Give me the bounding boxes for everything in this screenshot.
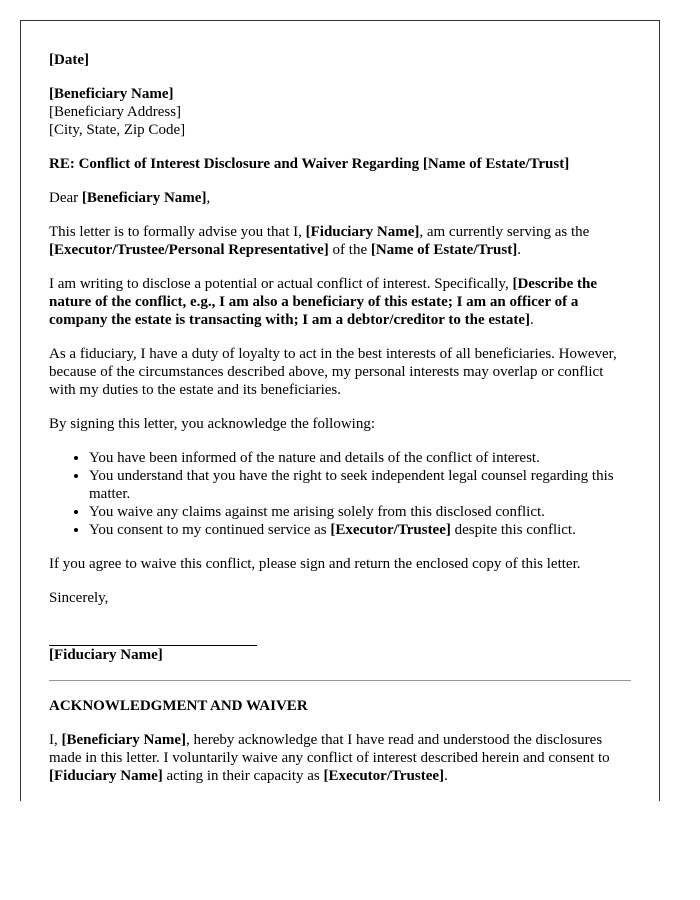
paragraph-acknowledge-intro: By signing this letter, you acknowledge the following:	[49, 416, 376, 432]
signature-line	[49, 623, 257, 646]
paragraph-duty: As a fiduciary, I have a duty of loyalty to act in the best interests of all beneficiaries. However, because of the circumstances described above, my personal interests may overlap or conflict with my duties to the estate and its beneficiaries.	[49, 346, 617, 398]
recipient-city: [City, State, Zip Code]	[49, 122, 186, 138]
section-divider	[49, 680, 631, 681]
acknowledgment-paragraph: I, [Beneficiary Name], hereby acknowledge that I have read and understood the disclosures made in this letter. I voluntarily waive any conflict of interest described herein and consent to [Fiduciary Name] acting in their capacity as [Executor/Trustee].	[49, 732, 610, 784]
recipient-address: [Beneficiary Address]	[49, 104, 182, 120]
letter-document	[20, 20, 660, 801]
list-item: • You consent to my continued service as [Executor/Trustee] despite this conflict.	[89, 521, 631, 539]
paragraph-instructions: If you agree to waive this conflict, please sign and return the enclosed copy of this letter.	[49, 556, 581, 572]
paragraph-disclosure: I am writing to disclose a potential or actual conflict of interest. Specifically, [Describe the nature of the conflict, e.g., I am also a beneficiary of this estate; I am an officer of a company the estate is transacting with; I am a debtor/creditor to the estate].	[49, 276, 598, 328]
letter-date: [Date]	[49, 52, 89, 68]
list-item: • You understand that you have the right to seek independent legal counsel regarding this matter.	[89, 467, 631, 503]
recipient-address-block	[49, 85, 631, 139]
acknowledgment-title: ACKNOWLEDGMENT AND WAIVER	[49, 698, 308, 714]
paragraph-advisement: This letter is to formally advise you that I, [Fiduciary Name], am currently serving as the [Executor/Trustee/Personal Representative] of the [Name of Estate/Trust].	[49, 224, 590, 258]
recipient-name: [Beneficiary Name]	[49, 86, 174, 102]
salutation: Dear [Beneficiary Name],	[49, 190, 211, 206]
list-item: • You waive any claims against me arising solely from this disclosed conflict.	[89, 503, 631, 521]
list-item: • You have been informed of the nature and details of the conflict of interest.	[89, 449, 631, 467]
closing: Sincerely,	[49, 590, 109, 606]
signature-name: [Fiduciary Name]	[49, 647, 163, 663]
acknowledgment-list	[49, 449, 631, 539]
subject-line: RE: Conflict of Interest Disclosure and Waiver Regarding [Name of Estate/Trust]	[49, 156, 570, 172]
